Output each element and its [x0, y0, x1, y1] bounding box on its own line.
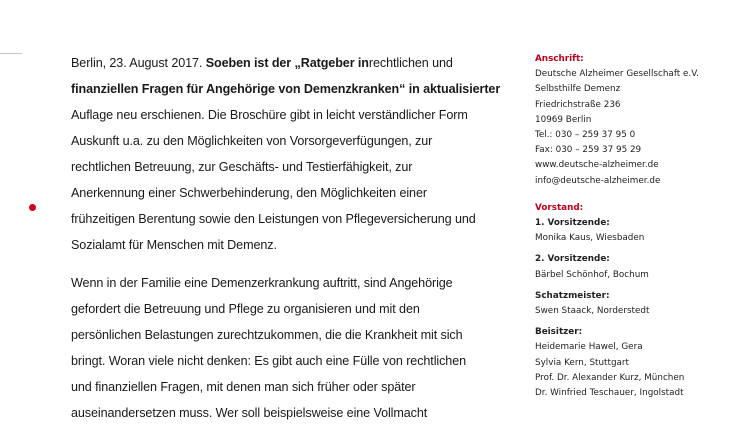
- p1-line-8: Sozialamt für Menschen mit Demenz.: [71, 238, 277, 252]
- board-title: Vorstand:: [535, 202, 584, 213]
- press-release-body: [71, 50, 501, 426]
- red-bullet-marker: [29, 204, 36, 211]
- p2-line-4: bringt. Woran viele nicht denken: Es gibt auch eine Fülle von rechtlichen: [71, 354, 466, 368]
- chair1-role: 1. Vorsitzende:: [535, 218, 610, 229]
- treasurer-group: [535, 289, 740, 319]
- p1-line-2: finanziellen Fragen für Angehörige von Demenzkranken“ in aktualisierter: [71, 82, 501, 96]
- assessor-name: Heidemarie Hawel, Gera: [535, 342, 643, 353]
- assessor-name: Prof. Dr. Alexander Kurz, München: [535, 372, 685, 383]
- p2-line-6: auseinandersetzen muss. Wer soll beispielsweise eine Vollmacht: [71, 406, 428, 420]
- p1-line-1: [71, 50, 501, 76]
- fax-number: Fax: 030 – 259 37 95 29: [535, 145, 642, 156]
- board-block: [535, 201, 740, 401]
- website-link[interactable]: www.deutsche-alzheimer.de: [535, 160, 659, 171]
- chair1-name: Monika Kaus, Wiesbaden: [535, 233, 645, 244]
- assessors-role: Beisitzer:: [535, 327, 583, 338]
- dateline: Berlin, 23. August 2017.: [71, 56, 206, 70]
- p2-line-3: persönlichen Belastungen zurechtzukommen, die die Krankheit mit sich: [71, 328, 463, 342]
- assessor-name: Sylvia Kern, Stuttgart: [535, 357, 629, 368]
- lead-normal: rechtlichen und: [368, 56, 453, 70]
- chair1-group: [535, 216, 740, 246]
- p1-line-3: Auflage neu erschienen. Die Broschüre gibt in leicht verständlicher Form: [71, 108, 468, 122]
- chair2-name: Bärbel Schönhof, Bochum: [535, 269, 649, 280]
- address-line: Deutsche Alzheimer Gesellschaft e.V.: [535, 69, 699, 80]
- address-line: Selbsthilfe Demenz: [535, 84, 621, 95]
- phone-number: Tel.: 030 – 259 37 95 0: [535, 130, 636, 141]
- p2-line-5: und finanziellen Fragen, mit denen man sich früher oder später: [71, 380, 416, 394]
- p1-line-6: Anerkennung einer Schwerbehinderung, den Möglichkeiten einer: [71, 186, 427, 200]
- chair2-group: [535, 252, 740, 282]
- p1-line-7: frühzeitigen Berentung sowie den Leistungen von Pflegeversicherung und: [71, 212, 476, 226]
- address-block: [535, 52, 740, 189]
- lead-bold: Soeben ist der „Ratgeber in: [205, 56, 369, 70]
- p1-line-4: Auskunft u.a. zu den Möglichkeiten von Vorsorgeverfügungen, zur: [71, 134, 433, 148]
- address-title: Anschrift:: [535, 54, 584, 64]
- p2-line-1: Wenn in der Familie eine Demenzerkrankung auftritt, sind Angehörige: [71, 276, 453, 290]
- address-line: Friedrichstraße 236: [535, 99, 621, 110]
- address-line: 10969 Berlin: [535, 114, 592, 125]
- treasurer-role: Schatzmeister:: [535, 290, 610, 301]
- assessor-name: Dr. Winfried Teschauer, Ingolstadt: [535, 388, 684, 399]
- treasurer-name: Swen Staack, Norderstedt: [535, 306, 650, 317]
- email-link[interactable]: info@deutsche-alzheimer.de: [535, 175, 661, 186]
- p1-line-5: rechtlichen Betreuung, zur Geschäfts- und Testierfähigkeit, zur: [71, 160, 413, 174]
- chair2-role: 2. Vorsitzende:: [535, 254, 610, 265]
- paragraph-2: [71, 270, 501, 426]
- letterhead-sidebar: [535, 52, 740, 401]
- assessors-group: [535, 325, 740, 401]
- header-divider: [0, 53, 22, 54]
- paragraph-1: [71, 50, 501, 258]
- p2-line-2: gefordert die Betreuung und Pflege zu organisieren und mit den: [71, 302, 420, 316]
